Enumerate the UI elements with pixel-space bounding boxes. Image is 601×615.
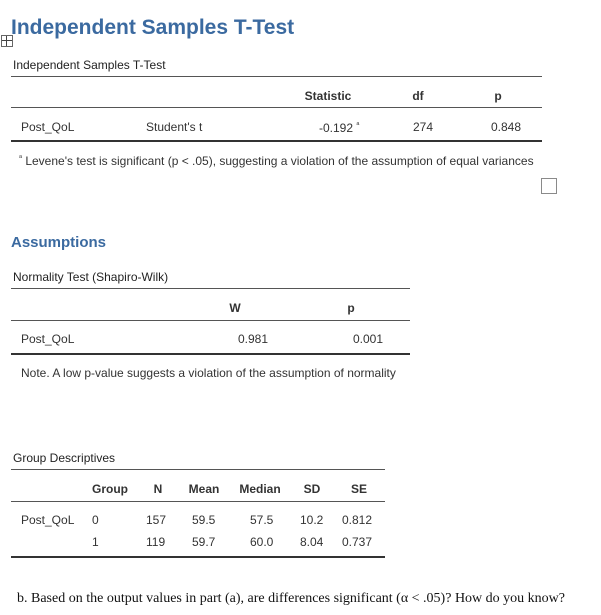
descriptives-row-1-median: 60.0	[250, 535, 274, 549]
normality-row-w: 0.981	[238, 332, 269, 346]
normality-row-variable: Post_QoL	[21, 332, 75, 346]
descriptives-row-variable: Post_QoL	[21, 513, 75, 527]
descriptives-row-1-n: 119	[146, 535, 166, 549]
ttest-row-test: Student's t	[146, 120, 203, 134]
descriptives-row-1-se: 0.737	[342, 535, 373, 549]
ttest-footnote	[19, 153, 534, 168]
normality-col-p: p	[347, 301, 355, 315]
descriptives-col-n: N	[153, 482, 163, 496]
normality-row-p: 0.001	[353, 332, 384, 346]
descriptives-row-1-mean: 59.7	[192, 535, 216, 549]
question-text: b. Based on the output values in part (a), are differences significant (α < .05)? How do you know?	[17, 591, 565, 606]
normality-col-w: W	[229, 301, 241, 315]
descriptives-row-1-sd: 8.04	[300, 535, 324, 549]
ttest-heading: Independent Samples T-Test	[11, 16, 295, 39]
ttest-row-variable: Post_QoL	[21, 120, 75, 134]
divider	[11, 320, 410, 321]
descriptives-row-0-mean: 59.5	[192, 513, 216, 527]
ttest-statistic-value: -0.192	[319, 121, 354, 135]
ttest-col-statistic: Statistic	[304, 89, 352, 103]
ttest-row-df: 274	[413, 120, 434, 134]
descriptives-row-0-group: 0	[92, 513, 99, 527]
ttest-col-p: p	[494, 89, 502, 103]
divider	[11, 501, 385, 502]
normality-note: Note. A low p-value suggests a violation of the assumption of normality	[21, 366, 396, 380]
ttest-footnote-text: Levene's test is significant (p < .05), suggesting a violation of the assumption of equal variances	[25, 154, 534, 168]
descriptives-caption: Group Descriptives	[13, 451, 116, 465]
divider	[11, 140, 542, 142]
ttest-row-statistic	[319, 120, 359, 135]
descriptives-col-group: Group	[92, 482, 128, 496]
descriptives-row-1-group: 1	[92, 535, 99, 549]
descriptives-row-0-sd: 10.2	[300, 513, 324, 527]
ttest-col-df: df	[412, 89, 424, 103]
assumptions-heading: Assumptions	[11, 234, 107, 251]
descriptives-col-mean: Mean	[188, 482, 220, 496]
ttest-footnote-marker: ᵃ	[19, 153, 22, 162]
normality-caption: Normality Test (Shapiro-Wilk)	[13, 270, 169, 284]
divider	[11, 288, 410, 289]
descriptives-col-se: SE	[350, 482, 367, 496]
descriptives-col-median: Median	[239, 482, 281, 496]
descriptives-col-sd: SD	[303, 482, 321, 496]
ttest-row-p: 0.848	[491, 120, 522, 134]
ttest-statistic-marker: ᵃ	[356, 120, 360, 129]
descriptives-row-0-median: 57.5	[250, 513, 274, 527]
ttest-table-caption: Independent Samples T-Test	[13, 58, 166, 72]
divider	[11, 353, 410, 355]
checkbox[interactable]	[541, 178, 557, 194]
divider	[11, 556, 385, 558]
divider	[11, 76, 542, 77]
divider	[11, 469, 385, 470]
descriptives-row-0-se: 0.812	[342, 513, 373, 527]
divider	[11, 107, 542, 108]
descriptives-row-0-n: 157	[146, 513, 167, 527]
